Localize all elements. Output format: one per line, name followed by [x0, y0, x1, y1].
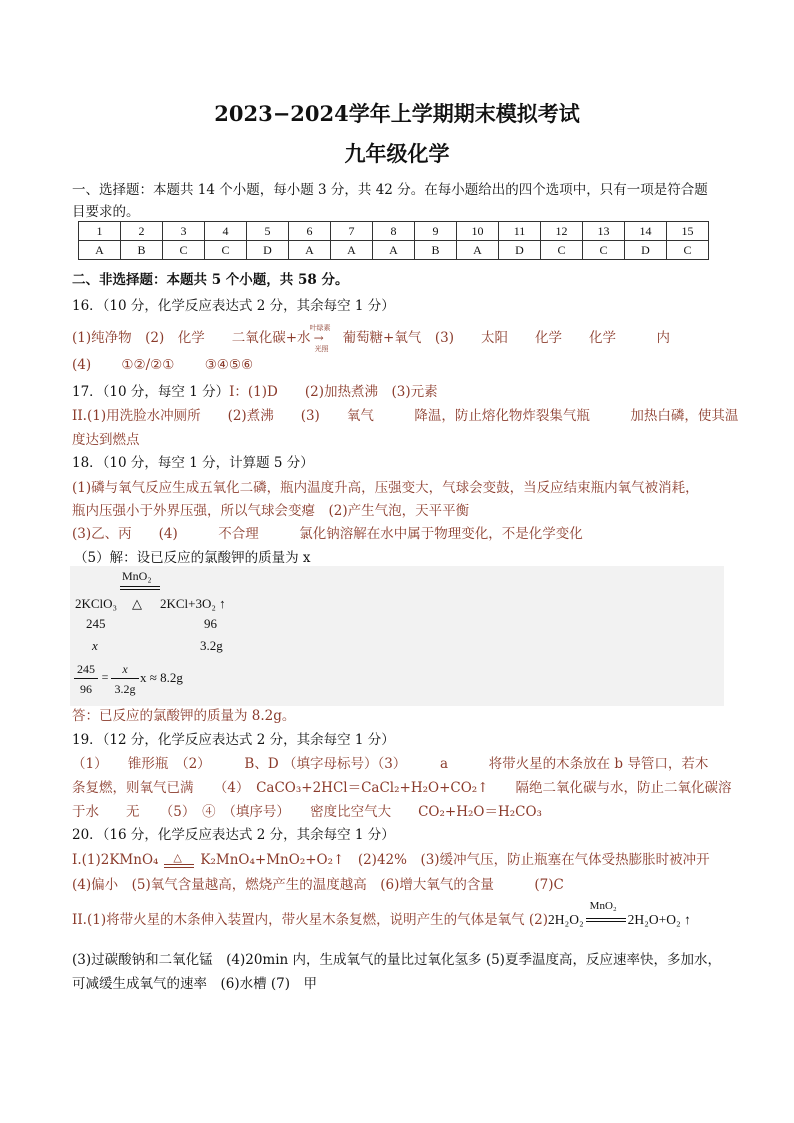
q16-part4-answer-a: ①②/②①: [121, 357, 175, 373]
q17-header: [72, 380, 438, 400]
q20-line1-reactant: I.(1)2KMnO₄: [72, 852, 159, 868]
q17-line1: I：(1)D (2)加热煮沸 (3)元素: [229, 384, 438, 400]
question-number-cell: 12: [541, 222, 583, 241]
q16-line1: [72, 323, 670, 353]
answer-cell: A: [289, 241, 331, 260]
page-title: 2023−2024学年上学期期末模拟考试: [214, 101, 580, 126]
heat-symbol-q20: △: [173, 850, 182, 864]
equation-double-bar-top: [120, 586, 160, 587]
q20-line1-products: K₂MnO₄+MnO₂+O₂↑ (2)42% (3)缓冲气压，防止瓶塞在气体受热膨胀时被冲开: [200, 852, 710, 868]
q19-line3: 于水 无 （5） ④ （填序号） 密度比空气大 CO₂+H₂O＝H₂CO₃: [72, 804, 542, 820]
answer-table: [78, 221, 709, 260]
q16-line1-part2: 葡萄糖+氧气 (3) 太阳 化学 化学 内: [342, 330, 670, 346]
answer-cell: D: [499, 241, 541, 260]
q20-header: 20．（16 分，化学反应表达式 2 分，其余每空 1 分）: [72, 827, 395, 843]
q19-line1: （1） 锥形瓶 （2） B、D （填字母标号）（3） a 将带火星的木条放在 b 导管口，若木: [72, 756, 709, 772]
q16-part4-label: (4): [72, 357, 92, 373]
question-number-cell: 15: [667, 222, 709, 241]
q18-header: 18．（10 分，每空 1 分，计算题 5 分）: [72, 455, 314, 471]
equation-bar-top-2: [586, 918, 626, 919]
fraction2-denominator: 3.2g: [114, 682, 136, 696]
given-mass: 3.2g: [200, 638, 223, 653]
q20-catalyst-label: MnO₂: [589, 899, 617, 912]
calculation-result: x ≈ 8.2g: [140, 670, 183, 685]
answer-cell: B: [121, 241, 163, 260]
q16-line2: [72, 357, 253, 373]
answer-cell: A: [79, 241, 121, 260]
q20-heat-condition: [164, 850, 194, 868]
equals-sign: =: [101, 670, 109, 684]
q20-line4: (3)过碳酸钠和二氧化锰 (4)20min 内，生成氧气的量比过氧化氢多 (5)夏季温度高，反应速率快，多加水，: [72, 952, 721, 968]
answer-cell: D: [625, 241, 667, 260]
molar-mass-product: 96: [204, 616, 217, 631]
q20-line3: [72, 899, 691, 928]
equation-bar-bottom-2: [586, 921, 626, 922]
q19-header: 19．（12 分，化学反应表达式 2 分，其余每空 1 分）: [72, 732, 395, 748]
q18-line2: 瓶内压强小于外界压强，所以气球会变瘪 (2)产生气泡，天平平衡: [72, 503, 470, 519]
section1-instructions: 一、选择题：本题共 14 个小题，每小题 3 分，共 42 分。在每小题给出的四个选项中，只有一项是符合题: [72, 182, 708, 198]
equation-double-bar-bottom: [120, 589, 160, 590]
q16-line1-part1: (1)纯净物 (2) 化学 二氧化碳+水: [72, 330, 311, 346]
q20-line2: (4)偏小 (5)氧气含量越高，燃烧产生的温度越高 (6)增大氧气的含量 (7)C: [72, 877, 564, 893]
catalyst-label: MnO₂: [122, 569, 152, 583]
q18-line4: （5）解：设已反应的氯酸钾的质量为 x: [74, 550, 311, 566]
fraction1-bar: [74, 678, 98, 679]
fraction1-numerator: 245: [77, 662, 95, 676]
q18-line1: (1)磷与氧气反应生成五氧化二磷，瓶内温度升高，压强变大，气球会变鼓，当反应结束瓶内氧气被消耗，: [72, 480, 699, 496]
question-number-cell: 11: [499, 222, 541, 241]
answer-cell: C: [205, 241, 247, 260]
q20-catalyst-condition: [586, 899, 626, 928]
q16-arrow-bottom-label: 光照: [314, 344, 329, 353]
q20-line3-text: II.(1)将带火星的木条伸入装置内，带火星木条复燃，说明产生的气体是氧气 (2): [72, 912, 548, 928]
equation-products: 2KCl+3O₂ ↑: [160, 596, 226, 611]
question-number-cell: 7: [331, 222, 373, 241]
q17-line2: II.(1)用洗脸水冲厕所 (2)煮沸 (3) 氧气 降温，防止熔化物炸裂集气瓶 加热白磷，使其温: [72, 408, 739, 424]
answer-cell: D: [247, 241, 289, 260]
question-number-cell: 2: [121, 222, 163, 241]
unknown-x: x: [92, 638, 98, 653]
question-number-cell: 5: [247, 222, 289, 241]
answer-table-number-row: [79, 222, 709, 241]
q18-answer: 答：已反应的氯酸钾的质量为 8.2g。: [72, 708, 296, 724]
answer-cell: A: [373, 241, 415, 260]
arrow-right-icon: →: [313, 330, 324, 345]
question-number-cell: 6: [289, 222, 331, 241]
fraction2-bar: [111, 678, 139, 679]
question-number-cell: 10: [457, 222, 499, 241]
question-number-cell: 14: [625, 222, 667, 241]
q17-header-text: 17．（10 分，每空 1 分）: [72, 384, 230, 400]
question-number-cell: 8: [373, 222, 415, 241]
q20-h2o2-reactant: 2H₂O₂: [548, 912, 584, 927]
heat-symbol: △: [132, 596, 142, 611]
question-number-cell: 4: [205, 222, 247, 241]
equation-bar-top: [164, 864, 194, 865]
section1-instructions-cont: 目要求的。: [72, 204, 140, 220]
answer-cell: C: [667, 241, 709, 260]
equation-reactant: 2KClO₃: [75, 596, 118, 611]
answer-cell: C: [163, 241, 205, 260]
fraction1-denominator: 96: [80, 682, 92, 696]
q19-line2: 条复燃，则氧气已满 （4） CaCO₃+2HCl＝CaCl₂+H₂O+CO₂↑ 隔绝二氧化碳与水，防止二氧化碳溶: [72, 780, 732, 796]
answer-cell: C: [583, 241, 625, 260]
molar-mass-reactant: 245: [86, 616, 106, 631]
q18-line3: (3)乙、丙 (4) 不合理 氯化钠溶解在水中属于物理变化，不是化学变化: [72, 526, 583, 542]
equation-bar-bottom: [164, 867, 194, 868]
q16-arrow-top-label: 叶绿素: [309, 323, 331, 332]
answer-cell: B: [415, 241, 457, 260]
q16-part4-answer-b: ③④⑤⑥: [204, 357, 254, 373]
q20-line1: [72, 848, 710, 868]
answer-table-answer-row: [79, 241, 709, 260]
question-number-cell: 1: [79, 222, 121, 241]
page-subtitle: 九年级化学: [344, 141, 450, 166]
fraction2-numerator: x: [122, 662, 128, 676]
q20-h2o2-products: 2H₂O+O₂ ↑: [627, 912, 691, 927]
q17-line3: 度达到燃点: [72, 432, 140, 448]
q16-reaction-arrow: [309, 323, 340, 353]
question-number-cell: 13: [583, 222, 625, 241]
q20-line5: 可减缓生成氧气的速率 (6)水槽 (7) 甲: [72, 976, 318, 992]
answer-cell: C: [541, 241, 583, 260]
answer-cell: A: [331, 241, 373, 260]
section2-heading: 二、非选择题：本题共 5 个小题，共 58 分。: [72, 272, 349, 288]
question-number-cell: 9: [415, 222, 457, 241]
question-number-cell: 3: [163, 222, 205, 241]
answer-cell: A: [457, 241, 499, 260]
q16-header: 16．（10 分，化学反应表达式 2 分，其余每空 1 分）: [72, 298, 395, 314]
